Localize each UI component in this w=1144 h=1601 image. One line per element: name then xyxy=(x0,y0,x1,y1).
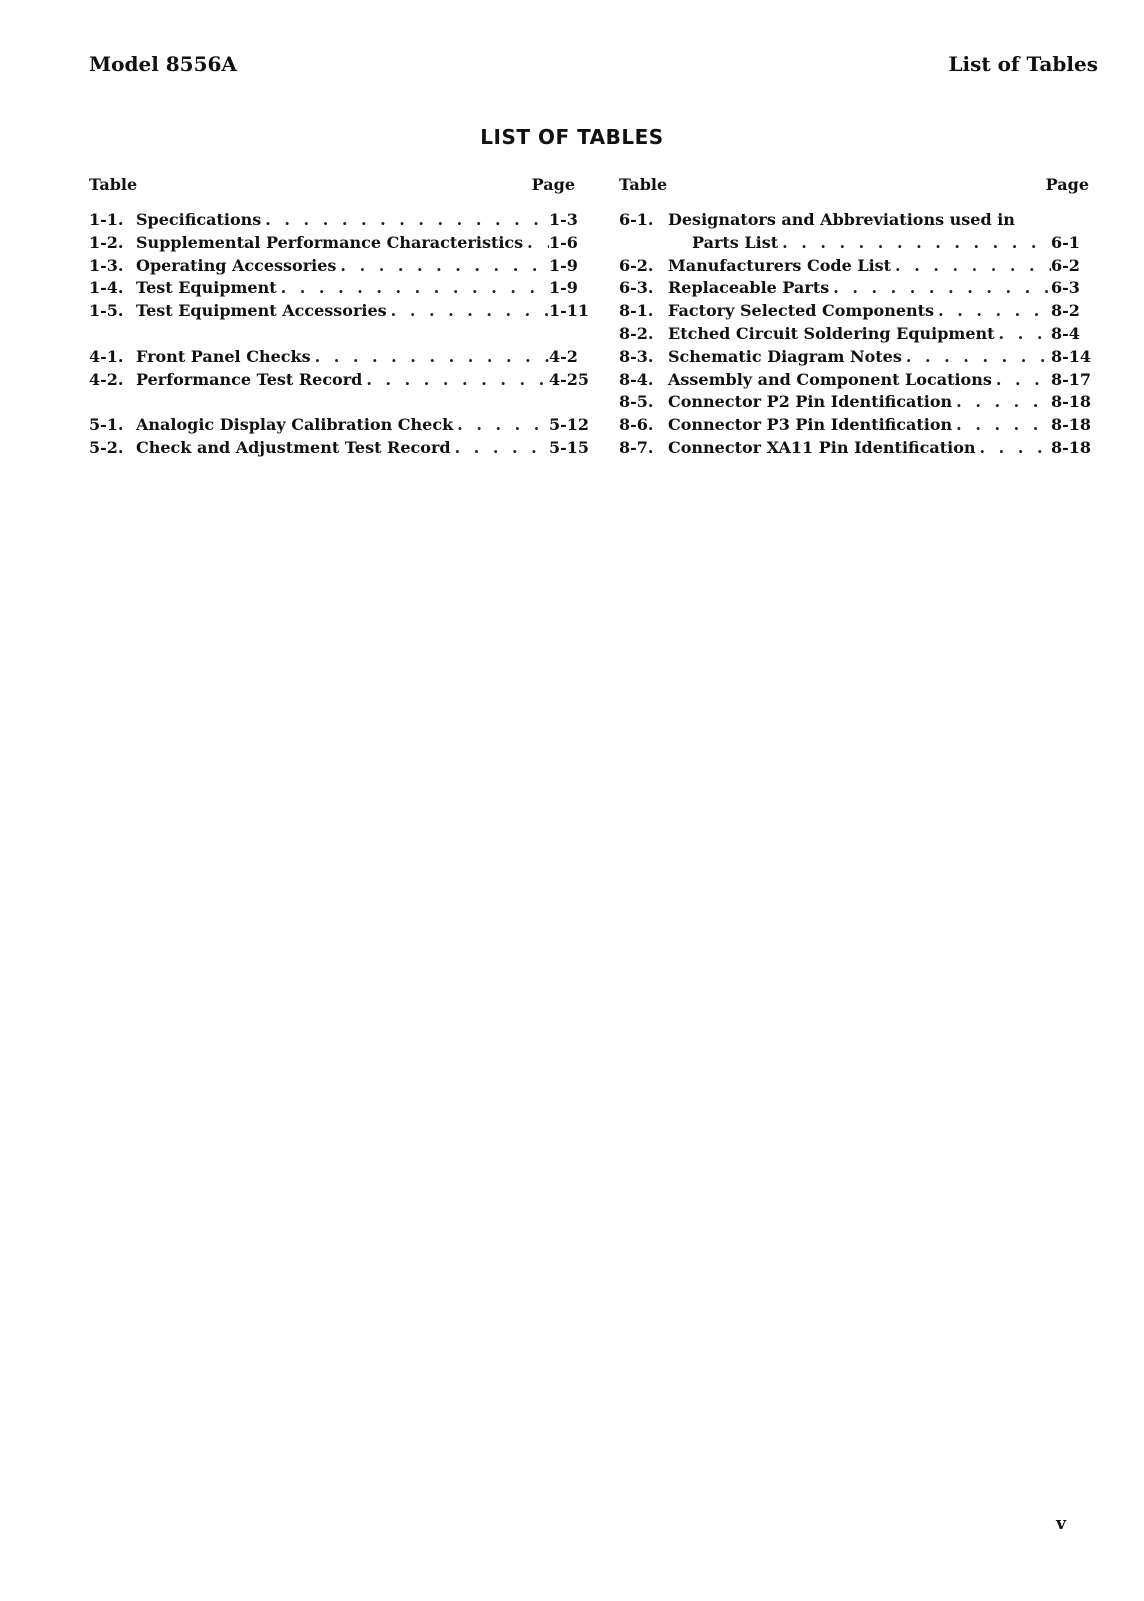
toc-entry[interactable] xyxy=(619,437,1092,460)
page-column-label: Page xyxy=(1045,175,1089,194)
table-column-label: Table xyxy=(619,175,668,194)
toc-entry[interactable] xyxy=(619,323,1089,346)
entry-title-continuation: Parts List xyxy=(692,232,779,252)
entry-number: 5-1. xyxy=(89,415,124,435)
dot-leader xyxy=(902,346,1051,369)
entry-number: 6-3. xyxy=(619,278,654,298)
entry-number: 8-6. xyxy=(619,415,654,435)
toc-entry[interactable] xyxy=(89,232,589,255)
entry-number: 8-5. xyxy=(619,392,654,412)
entry-number: 1-2. xyxy=(89,232,124,252)
entry-number: 1-3. xyxy=(89,255,124,275)
entry-title: Specifications xyxy=(136,210,262,229)
dot-leader xyxy=(362,369,549,392)
entry-title: Schematic Diagram Notes xyxy=(668,346,902,366)
entry-page: 8-18 xyxy=(1051,392,1092,412)
dot-leader xyxy=(453,414,549,437)
left-column xyxy=(89,175,589,460)
toc-entry[interactable] xyxy=(89,255,589,278)
entry-title: Test Equipment xyxy=(136,278,277,298)
entry-title: Operating Accessories xyxy=(136,255,337,275)
dot-leader xyxy=(952,414,1051,437)
dot-leader xyxy=(995,323,1051,346)
entry-title: Supplemental Performance Characteristics xyxy=(136,232,524,252)
dot-leader xyxy=(992,369,1051,392)
page-column-label: Page xyxy=(531,175,575,194)
toc-entry[interactable] xyxy=(89,277,589,300)
toc-entry-continuation[interactable] xyxy=(619,232,1089,255)
dot-leader xyxy=(336,255,549,278)
toc-entry[interactable] xyxy=(619,346,1092,369)
dot-leader xyxy=(891,255,1051,278)
toc-entry[interactable] xyxy=(619,300,1089,323)
entry-title: Performance Test Record xyxy=(136,369,363,389)
toc-entry[interactable] xyxy=(89,437,589,460)
toc-entry[interactable] xyxy=(619,255,1089,278)
dot-leader xyxy=(451,437,549,460)
entry-number: 1-5. xyxy=(89,301,124,321)
entry-page: 8-17 xyxy=(1051,369,1092,389)
dot-leader xyxy=(778,232,1051,255)
table-column-label: Table xyxy=(89,175,138,194)
entry-number: 4-2. xyxy=(89,369,124,389)
entry-page: 5-12 xyxy=(549,415,590,435)
entry-page: 8-14 xyxy=(1051,346,1092,366)
entry-page: 8-18 xyxy=(1051,415,1092,435)
entry-number: 8-2. xyxy=(619,323,654,343)
entry-title: Analogic Display Calibration Check xyxy=(136,415,454,435)
toc-entry[interactable] xyxy=(619,391,1092,414)
entry-number: 4-1. xyxy=(89,346,124,366)
entry-number: 8-7. xyxy=(619,437,654,457)
entry-title: Manufacturers Code List xyxy=(668,255,892,275)
entry-title: Designators and Abbreviations used in xyxy=(668,210,1015,229)
entry-title: Replaceable Parts xyxy=(668,278,830,298)
dot-leader xyxy=(387,300,549,323)
page-number: v xyxy=(1056,1514,1066,1534)
entry-title: Factory Selected Components xyxy=(668,301,935,321)
dot-leader xyxy=(311,346,549,369)
entry-title: Assembly and Component Locations xyxy=(668,369,992,389)
entry-title: Connector P2 Pin Identification xyxy=(668,392,953,412)
toc-entry[interactable] xyxy=(89,369,589,392)
entry-page: 6-3 xyxy=(1051,278,1080,298)
toc-entry[interactable] xyxy=(89,209,589,232)
entry-page: 4-25 xyxy=(549,369,590,389)
toc-entry[interactable] xyxy=(89,346,589,369)
entry-page: 1-9 xyxy=(549,255,578,275)
dot-leader xyxy=(261,209,549,232)
running-header-section: List of Tables xyxy=(948,52,1098,76)
entry-title: Connector XA11 Pin Identification xyxy=(668,437,976,457)
entry-title: Test Equipment Accessories xyxy=(136,301,387,321)
entry-number: 6-2. xyxy=(619,255,654,275)
page-title: LIST OF TABLES xyxy=(480,125,664,149)
entry-title: Etched Circuit Soldering Equipment xyxy=(668,323,995,343)
left-column-header xyxy=(89,175,589,197)
entry-page: 8-4 xyxy=(1051,323,1080,343)
dot-leader xyxy=(934,300,1051,323)
running-header-model: Model 8556A xyxy=(89,52,237,76)
dot-leader xyxy=(976,437,1051,460)
entry-page: 1-3 xyxy=(549,210,578,229)
entry-number: 1-1. xyxy=(89,210,124,229)
left-entry-list xyxy=(89,209,589,460)
entry-title: Check and Adjustment Test Record xyxy=(136,437,451,457)
entry-page: 1-9 xyxy=(549,278,578,298)
dot-leader xyxy=(277,277,549,300)
toc-entry[interactable] xyxy=(89,300,589,323)
toc-entry[interactable] xyxy=(619,414,1092,437)
right-column-header xyxy=(619,175,1089,197)
entry-number: 1-4. xyxy=(89,278,124,298)
dot-leader xyxy=(829,277,1051,300)
entry-page: 6-1 xyxy=(1051,232,1080,252)
right-column xyxy=(619,175,1092,460)
dot-leader xyxy=(523,232,549,255)
entry-page: 1-6 xyxy=(549,232,578,252)
toc-entry[interactable] xyxy=(619,369,1092,392)
entry-page: 6-2 xyxy=(1051,255,1080,275)
entry-number: 8-3. xyxy=(619,346,654,366)
entry-number: 8-1. xyxy=(619,301,654,321)
toc-entry[interactable] xyxy=(619,209,1089,232)
entry-number: 8-4. xyxy=(619,369,654,389)
toc-entry[interactable] xyxy=(89,414,589,437)
entry-page: 1-11 xyxy=(549,301,590,321)
entry-number: 5-2. xyxy=(89,437,124,457)
right-entry-list xyxy=(619,209,1092,460)
entry-title: Front Panel Checks xyxy=(136,346,311,366)
entry-number: 6-1. xyxy=(619,210,654,229)
entry-page: 5-15 xyxy=(549,437,590,457)
dot-leader xyxy=(952,391,1051,414)
entry-title: Connector P3 Pin Identification xyxy=(668,415,953,435)
entry-page: 4-2 xyxy=(549,346,578,366)
entry-page: 8-2 xyxy=(1051,301,1080,321)
toc-entry[interactable] xyxy=(619,277,1089,300)
entry-page: 8-18 xyxy=(1051,437,1092,457)
